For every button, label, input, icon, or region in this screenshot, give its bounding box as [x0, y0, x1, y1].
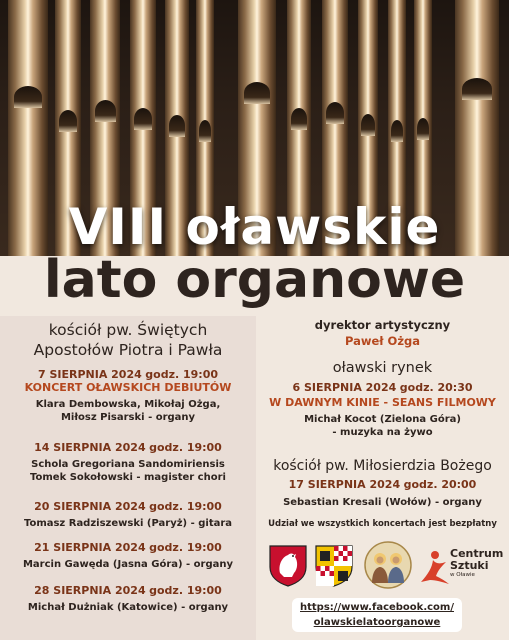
event-1	[0, 368, 256, 424]
event-performers: Michał Kocot (Zielona Góra) - muzyka na żywo	[304, 414, 461, 438]
olawa-coat-of-arms-logo	[266, 543, 310, 587]
director-block	[256, 318, 509, 348]
event-date: 7 SIERPNIA 2024 godz. 19:00	[37, 368, 219, 381]
saints-peter-paul-icon	[364, 541, 412, 589]
left-column	[0, 316, 256, 640]
rynek-block	[256, 358, 509, 439]
event-3	[0, 500, 256, 530]
facebook-link-line2[interactable]: olawskielatoorganowe	[313, 617, 441, 628]
event-performers: Klara Dembowska, Mikołaj Ożga, Miłosz Pisarski - organy	[35, 399, 221, 423]
facebook-link-line1[interactable]: https://www.facebook.com/	[300, 602, 454, 613]
left-venue-line2: Apostołów Piotra i Pawła	[33, 341, 223, 359]
centrum-sztuki-figure-icon	[418, 548, 452, 586]
powiat-coat-of-arms-logo	[312, 543, 356, 587]
event-date: 17 SIERPNIA 2024 godz. 20:00	[288, 478, 477, 491]
event-performers: Marcin Gawęda (Jasna Góra) - organy	[22, 559, 234, 570]
right-column	[256, 316, 509, 640]
event-2	[0, 441, 256, 484]
facebook-link[interactable]	[292, 598, 462, 632]
rynek-venue: oławski rynek	[332, 360, 433, 376]
centrum-sztuki-text: Centrum Sztuki w Oławie	[450, 547, 504, 578]
director-name: Paweł Ożga	[344, 334, 421, 348]
event-performers: Sebastian Kresali (Wołów) - organy	[283, 497, 482, 508]
left-venue-line1: kościół pw. Świętych	[48, 321, 208, 339]
event-4	[0, 541, 256, 571]
director-role: dyrektor artystyczny	[314, 318, 451, 332]
event-date: 20 SIERPNIA 2024 godz. 19:00	[34, 500, 222, 513]
event-5	[0, 584, 256, 614]
event-performers: Michał Dużniak (Katowice) - organy	[27, 602, 229, 613]
event-title: W DAWNYM KINIE - SEANS FILMOWY	[269, 396, 496, 409]
milosierdzia-block	[256, 456, 509, 509]
event-date: 21 SIERPNIA 2024 godz. 19:00	[34, 541, 222, 554]
centrum-sztuki-logo	[418, 548, 504, 588]
event-date: 6 SIERPNIA 2024 godz. 20:30	[292, 381, 473, 394]
event-performers: Tomasz Radziszewski (Paryż) - gitara	[23, 518, 233, 529]
event-date: 28 SIERPNIA 2024 godz. 19:00	[34, 584, 222, 597]
free-entry-note: Udział we wszystkich koncertach jest bezpłatny	[268, 519, 497, 529]
event-performers: Schola Gregoriana Sandomiriensis Tomek Sokołowski - magister chori	[30, 459, 226, 483]
event-title: KONCERT OŁAWSKICH DEBIUTÓW	[24, 381, 232, 394]
left-venue-name	[0, 320, 256, 360]
milosierdzia-venue: kościół pw. Miłosierdzia Bożego	[273, 458, 492, 474]
festival-title-line1: VIII oławskie	[68, 198, 441, 256]
event-date: 14 SIERPNIA 2024 godz. 19:00	[34, 441, 222, 454]
festival-title-line2: lato organowe	[43, 250, 466, 310]
